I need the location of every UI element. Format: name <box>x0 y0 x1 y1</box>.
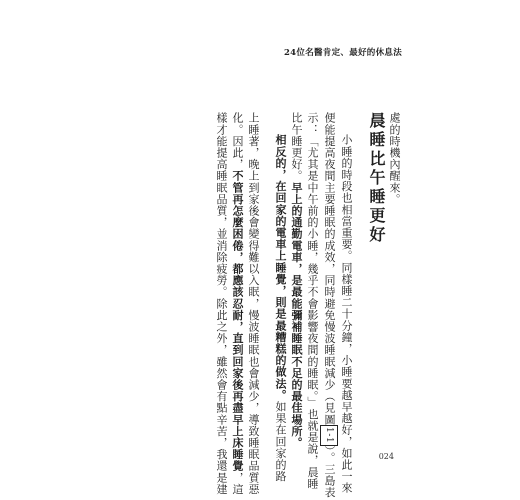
text-column <box>245 112 261 495</box>
text-line: 比午睡更好。 <box>290 112 303 182</box>
text-column <box>320 112 338 498</box>
text-column <box>213 112 229 495</box>
text-column <box>288 112 304 449</box>
text-line: 處的時機內醒來。 <box>388 112 401 205</box>
text-column <box>338 112 354 494</box>
text-column <box>304 112 320 490</box>
bold-emphasis: 相反的，在回家的電車上睡覺，則是最糟糕的做法。 <box>274 134 287 401</box>
text-line: 便能提高夜間主要睡眠的成效，同時避免慢波睡眠減少（見圖 <box>323 112 336 426</box>
text-column <box>272 112 288 483</box>
text-column <box>229 112 245 495</box>
text-column <box>386 112 402 444</box>
text-line: ，這 <box>231 471 244 495</box>
text-line: 如果在回家的路 <box>274 400 287 483</box>
text-line: 化。因此， <box>231 112 244 170</box>
bold-emphasis: 早上的通勤電車，是最能彌補睡眠不足的最佳場所。 <box>290 181 303 449</box>
page-number: 024 <box>378 452 394 461</box>
figure-reference: 1-1 <box>320 425 338 445</box>
section-heading: 晨睡比午睡更好 <box>367 112 386 245</box>
text-line: ）。三島表 <box>323 445 336 498</box>
text-line: 小睡的時段也相當重要。同樣睡二十分鐘，小睡要越早越好，如此一來 <box>340 134 353 494</box>
text-line: 樣才能提高睡眠品質，並消除疲勞。除此之外，雖然會有點辛苦，我還是建 <box>215 112 228 495</box>
text-line: 示：「尤其是中午前的小睡，幾乎不會影響夜間的睡眠。」也就是說，晨睡 <box>306 112 319 490</box>
running-header: 24位名醫肯定、最好的休息法 <box>283 48 402 58</box>
bold-emphasis: 不管再怎麼困倦，都應該忍耐，直到回家後再盡早上床睡覺 <box>231 170 244 472</box>
text-line: 上睡著，晚上到家後會變得難以入眠，慢波睡眠也會減少，導致睡眠品質惡 <box>247 112 260 495</box>
